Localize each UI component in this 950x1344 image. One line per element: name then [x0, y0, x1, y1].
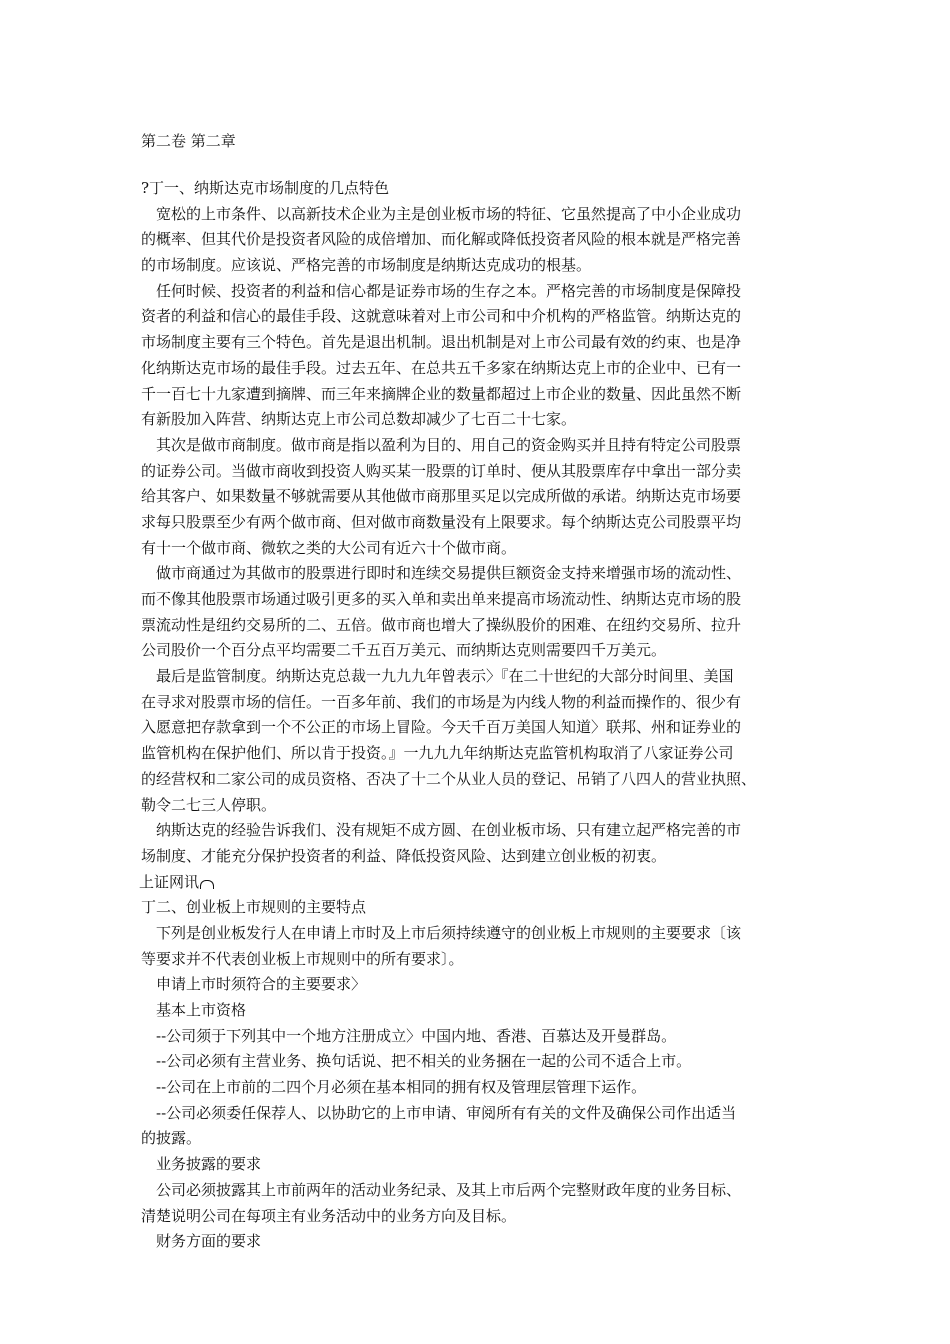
- text-line: 票流动性是纽约交易所的二、五倍。做市商也增大了操纵股价的困难、在纽约交易所、拉升: [141, 615, 742, 634]
- chapter-title: 第二卷 第二章: [141, 132, 236, 150]
- text-line: 化纳斯达克市场的最佳手段。过去五年、在总共五千多家在纳斯达克上市的企业中、已有一: [141, 358, 742, 377]
- subheading: 申请上市时须符合的主要要求〉: [156, 975, 367, 994]
- subheading: 基本上市资格: [156, 1001, 247, 1019]
- text-line: 纳斯达克的经验告诉我们、没有规矩不成方圆、在创业板市场、只有建立起严格完善的市: [156, 821, 742, 840]
- text-line: 等要求并不代表创业板上市规则中的所有要求〕。: [141, 949, 464, 968]
- subheading: 财务方面的要求: [156, 1232, 262, 1251]
- text-line: 千一百七十九家遭到摘牌、而三年来摘牌企业的数量都超过上市企业的数量、因此虽然不断: [141, 384, 742, 403]
- source-line: [139, 870, 821, 896]
- text-line: 宽松的上市条件、以高新技术企业为主是创业板市场的特征、它虽然提高了中小企业成功: [156, 204, 742, 223]
- text-line: 下列是创业板发行人在申请上市时及上市后须持续遵守的创业板上市规则的主要要求〔该: [156, 923, 742, 942]
- text-line: 有新股加入阵营、纳斯达克上市公司总数却减少了七百二十七家。: [141, 410, 577, 429]
- list-item: --公司必须有主营业务、换句话说、把不相关的业务捆在一起的公司不适合上市。: [156, 1052, 692, 1071]
- text-line: 的概率、但其代价是投资者风险的成倍增加、而化解或降低投资者风险的根本就是严格完善: [141, 230, 742, 249]
- text-line: 的经营权和二家公司的成员资格、否决了十二个从业人员的登记、吊销了八四人的营业执照、: [141, 769, 757, 788]
- text-line: 有十一个做市商、微软之类的大公司有近六十个做市商。: [141, 538, 517, 557]
- text-line: 勒令二七三人停职。: [141, 795, 277, 814]
- text-line: 任何时候、投资者的利益和信心都是证券市场的生存之本。严格完善的市场制度是保障投: [156, 281, 742, 300]
- text-line: 入愿意把存款拿到一个不公正的市场上冒险。今天千百万美国人知道〉联邦、州和证券业的: [141, 718, 742, 737]
- subheading: 业务披露的要求: [156, 1155, 262, 1174]
- text-line: 资者的利益和信心的最佳手段、这就意味着对上市公司和中介机构的严格监管。纳斯达克的: [141, 307, 742, 326]
- list-item: --公司在上市前的二四个月必须在基本相同的拥有权及管理层管理下运作。: [156, 1078, 647, 1097]
- text-line: 其次是做市商制度。做市商是指以盈利为目的、用自己的资金购买并且持有特定公司股票: [156, 435, 742, 454]
- list-item: --公司必须委任保荐人、以协助它的上市申请、审阅所有有关的文件及确保公司作出适当: [156, 1103, 737, 1122]
- text-line: 场制度、才能充分保护投资者的利益、降低投资风险、达到建立创业板的初衷。: [141, 846, 667, 865]
- text-line: 的证券公司。当做市商收到投资人购买某一股票的订单时、便从其股票库存中拿出一部分卖: [141, 461, 742, 480]
- section-heading-1: ?丁一、纳斯达克市场制度的几点特色: [141, 179, 390, 197]
- document-body: [141, 176, 821, 1255]
- text-line: 最后是监管制度。纳斯达克总裁一九九九年曾表示〉『在二十世纪的大部分时间里、美国: [156, 667, 734, 686]
- source-label: 上证网讯: [139, 872, 200, 891]
- text-line: 求每只股票至少有两个做市商、但对做市商数量没有上限要求。每个纳斯达克公司股票平均: [141, 512, 742, 531]
- text-line: 在寻求对股票市场的信任。一百多年前、我们的市场是为内线人物的利益而操作的、很少有: [141, 692, 742, 711]
- text-line: 公司股价一个百分点平均需要二千五百万美元、而纳斯达克则需要四千万美元。: [141, 641, 667, 660]
- text-line: 而不像其他股票市场通过吸引更多的买入单和卖出单来提高市场流动性、纳斯达克市场的股: [141, 590, 742, 608]
- text-line: 市场制度主要有三个特色。首先是退出机制。退出机制是对上市公司最有效的约束、也是净: [141, 333, 742, 352]
- text-line: 的市场制度。应该说、严格完善的市场制度是纳斯达克成功的根基。: [141, 256, 592, 275]
- bracket-icon: [200, 880, 214, 889]
- text-line: 清楚说明公司在每项主有业务活动中的业务方向及目标。: [141, 1206, 517, 1225]
- text-line: 给其客户、如果数量不够就需要从其他做市商那里买足以完成所做的承诺。纳斯达克市场要: [141, 487, 742, 506]
- text-line: 监管机构在保护他们、所以肯于投资。』一九九九年纳斯达克监管机构取消了八家证券公司: [141, 744, 734, 763]
- section-heading-2: 丁二、创业板上市规则的主要特点: [141, 898, 367, 917]
- text-line: 做市商通过为其做市的股票进行即时和连续交易提供巨额资金支持来增强市场的流动性、: [156, 564, 742, 583]
- list-item: --公司须于下列其中一个地方注册成立〉中国内地、香港、百慕达及开曼群岛。: [156, 1026, 677, 1045]
- text-line: 的披露。: [141, 1129, 202, 1148]
- text-line: 公司必须披露其上市前两年的活动业务纪录、及其上市后两个完整财政年度的业务目标、: [156, 1180, 742, 1199]
